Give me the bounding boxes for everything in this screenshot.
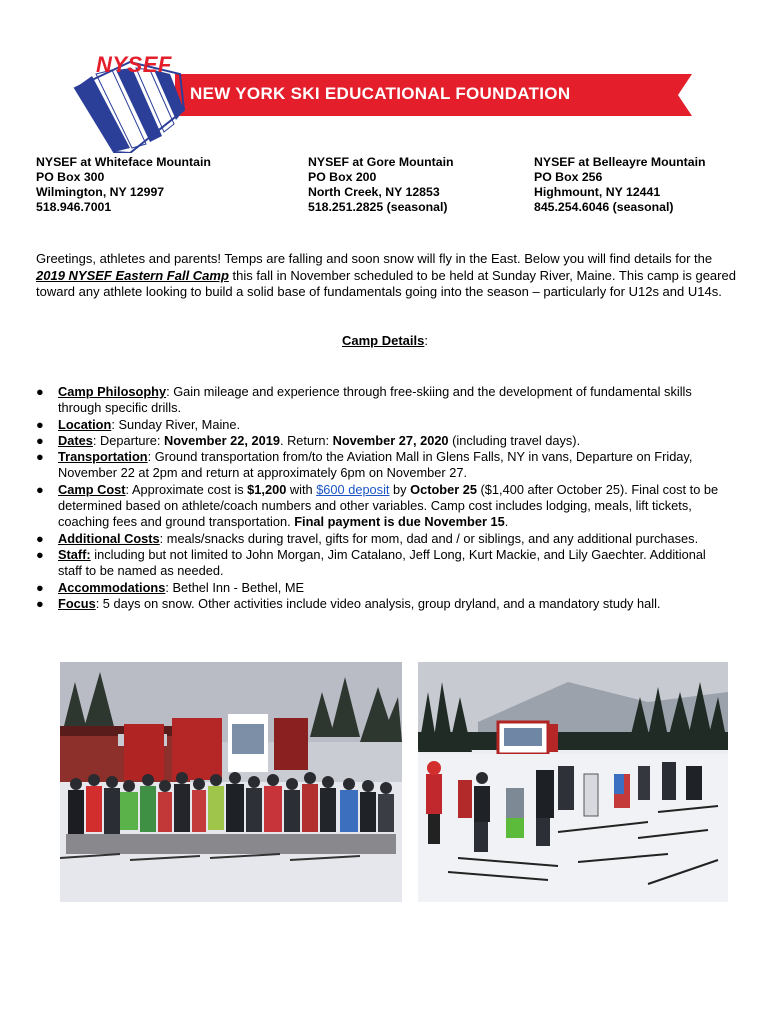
item-text: : Bethel Inn - Bethel, ME xyxy=(165,579,305,595)
item-text: (including travel days). xyxy=(448,432,581,448)
photo-graphic xyxy=(418,662,728,902)
departure-date: November 22, 2019 xyxy=(164,432,280,448)
item-key: Accommodations xyxy=(58,579,166,595)
item-text: : Departure: xyxy=(92,432,164,448)
address-line: Highmount, NY 12441 xyxy=(534,185,661,199)
bullet-icon: ● xyxy=(36,481,44,497)
list-item-accommodations xyxy=(36,580,726,596)
bullet-icon: ● xyxy=(36,546,44,562)
camp-details-heading xyxy=(0,333,770,348)
intro-text: this fall in November scheduled to be held at Sunday River, Maine. This camp is geared toward any athlete looking to build a solid base of fundamentals going into the season – particularly for U12s and U14s. xyxy=(36,267,736,299)
heading-text: Camp Details xyxy=(342,333,425,348)
item-text: : Gain mileage and experience through free-skiing and the development of fundamental skills through specific drills. xyxy=(58,384,692,416)
cost-amount: $1,200 xyxy=(247,481,287,497)
address-phone: 518.251.2825 (seasonal) xyxy=(308,200,448,214)
bullet-icon: ● xyxy=(36,432,44,448)
bullet-icon: ● xyxy=(36,595,44,611)
bullet-icon: ● xyxy=(36,416,44,432)
list-item-focus xyxy=(36,596,726,612)
heading-colon: : xyxy=(424,333,428,348)
address-line: NYSEF at Gore Mountain xyxy=(308,155,454,169)
camp-details-list xyxy=(36,384,726,612)
deposit-link[interactable]: $600 deposit xyxy=(316,481,390,497)
item-text: . Return: xyxy=(279,432,333,448)
return-date: November 27, 2020 xyxy=(332,432,449,448)
item-key: Staff: xyxy=(58,546,91,562)
address-line: NYSEF at Belleayre Mountain xyxy=(534,155,706,169)
list-item-additional-costs xyxy=(36,531,726,547)
list-item-transportation xyxy=(36,449,726,482)
photo-graphic xyxy=(60,662,402,902)
camp-name: 2019 NYSEF Eastern Fall Camp xyxy=(36,267,229,283)
list-item-cost xyxy=(36,482,726,531)
deposit-date: October 25 xyxy=(410,481,477,497)
address-gore xyxy=(308,155,454,215)
group-photo-lodge xyxy=(60,662,402,902)
logo-wordmark: NYSEF xyxy=(96,52,172,77)
intro-paragraph xyxy=(36,251,736,301)
item-text: including but not limited to John Morgan, Jim Catalano, Jeff Long, Kurt Mackie, and Lily Gaechter. Additional staff to be named as needed. xyxy=(58,546,706,579)
list-item-dates xyxy=(36,433,726,449)
item-text: : 5 days on snow. Other activities include video analysis, group dryland, and a mandatory study hall. xyxy=(95,595,661,611)
item-text: . xyxy=(504,514,509,530)
list-item-philosophy xyxy=(36,384,726,417)
address-line: PO Box 300 xyxy=(36,170,105,184)
item-key: Camp Cost xyxy=(58,481,126,497)
list-item-staff xyxy=(36,547,726,580)
item-text: with xyxy=(286,481,317,497)
intro-text: Greetings, athletes and parents! Temps are falling and soon snow will fly in the East. Below you will find details for the xyxy=(36,251,713,266)
bullet-icon: ● xyxy=(36,530,44,546)
address-line: North Creek, NY 12853 xyxy=(308,185,440,199)
item-text: ($1,400 after October 25). Final cost to be determined based on athlete/coach numbers and other variables. Camp cost includes lodging, meals, lift tickets, coaching fees and ground transportation. xyxy=(58,481,719,530)
item-key: Transportation xyxy=(58,449,148,465)
bullet-icon: ● xyxy=(36,384,44,399)
list-item-location xyxy=(36,417,726,433)
address-line: NYSEF at Whiteface Mountain xyxy=(36,155,211,169)
address-whiteface xyxy=(36,155,211,215)
item-text: : Approximate cost is xyxy=(125,481,248,497)
item-key: Dates xyxy=(58,432,93,448)
item-text: : meals/snacks during travel, gifts for mom, dad and / or siblings, and any additional purchases. xyxy=(159,530,699,546)
item-text: by xyxy=(389,481,411,497)
address-line: Wilmington, NY 12997 xyxy=(36,185,165,199)
address-phone: 845.254.6046 (seasonal) xyxy=(534,200,674,214)
bullet-icon: ● xyxy=(36,449,44,465)
skiers-slope-photo xyxy=(418,662,728,902)
item-text: : Ground transportation from/to the Aviation Mall in Glens Falls, NY in vans, Departure on Friday, November 22 at 2pm and return at approximately 6pm on November 27. xyxy=(58,449,693,481)
address-belleayre xyxy=(534,155,706,215)
item-key: Additional Costs xyxy=(58,530,160,546)
address-line: PO Box 200 xyxy=(308,170,377,184)
final-payment: Final payment is due November 15 xyxy=(294,514,505,530)
item-key: Location xyxy=(58,416,112,432)
address-phone: 518.946.7001 xyxy=(36,200,112,214)
item-key: Focus xyxy=(58,595,96,611)
item-text: : Sunday River, Maine. xyxy=(111,416,241,432)
address-line: PO Box 256 xyxy=(534,170,603,184)
bullet-icon: ● xyxy=(36,579,44,595)
logo-banner-text: NEW YORK SKI EDUCATIONAL FOUNDATION xyxy=(190,84,571,103)
item-key: Camp Philosophy xyxy=(58,384,167,399)
